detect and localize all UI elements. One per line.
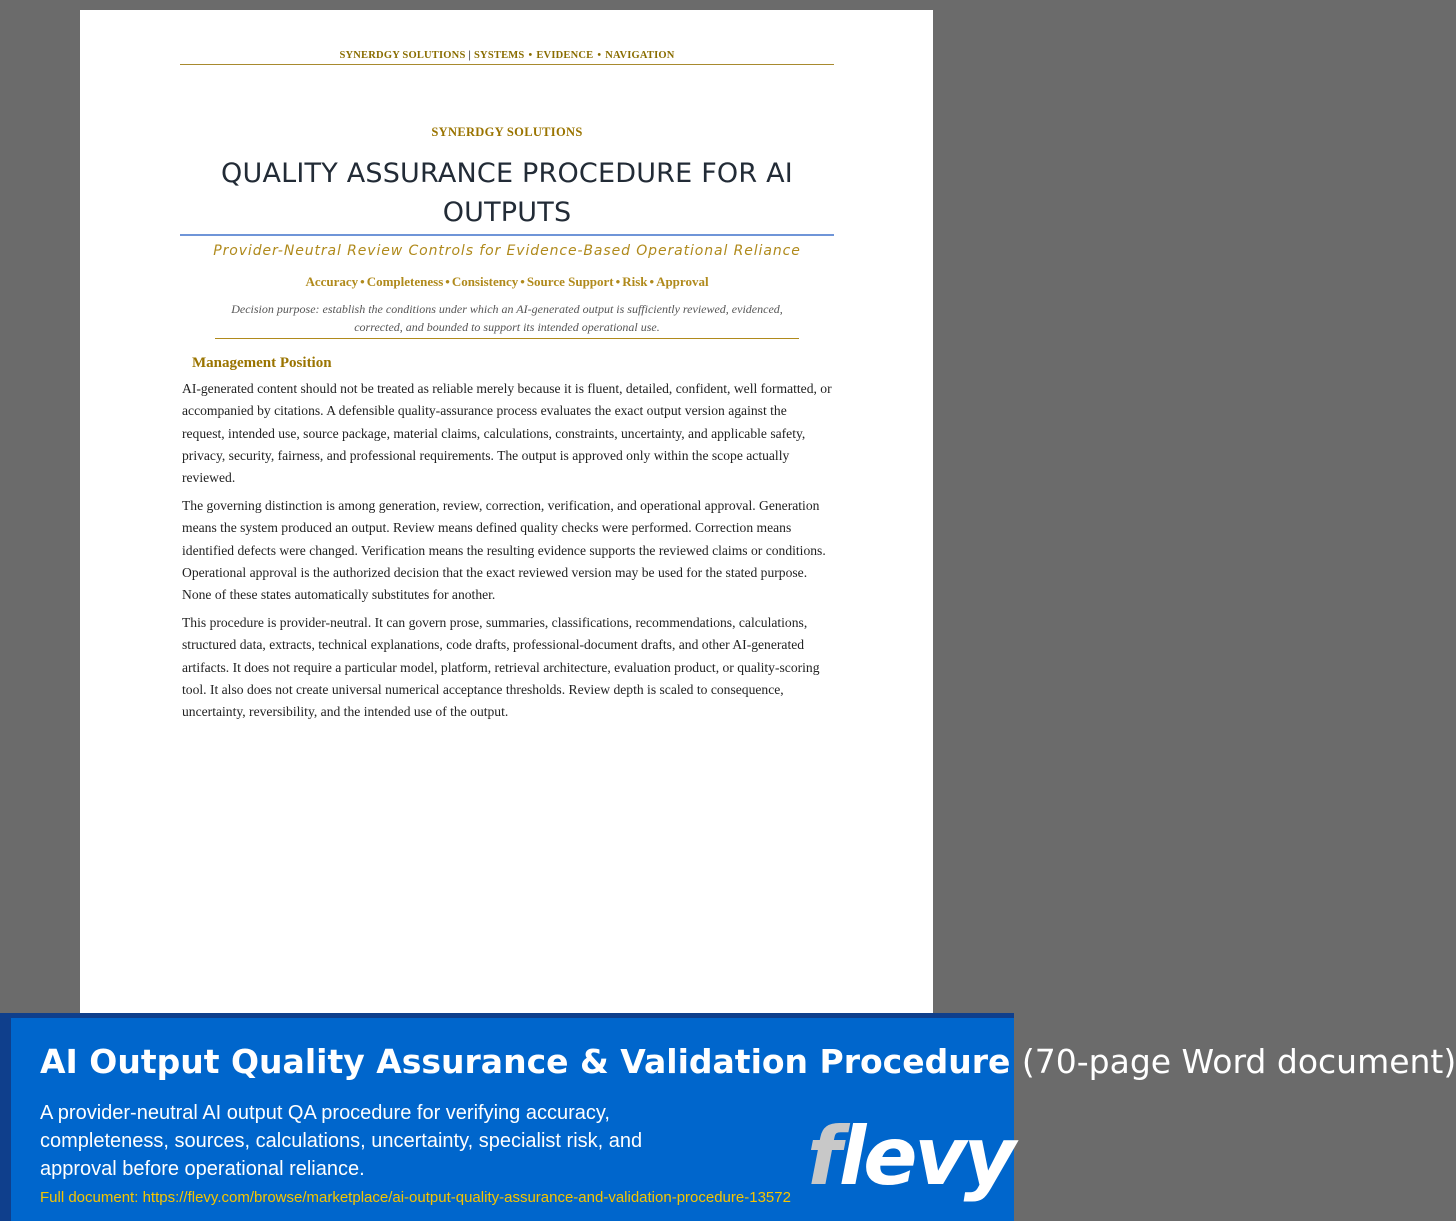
nav-navigation[interactable]: NAVIGATION xyxy=(605,50,675,61)
decision-purpose: Decision purpose: establish the conditions under which an AI-generated output is sufficiently reviewed, evidenced, corrected, and bounded to support its intended operational use. xyxy=(231,302,783,334)
nav-evidence[interactable]: EVIDENCE xyxy=(536,50,594,61)
body-text xyxy=(182,378,832,729)
pillar: Completeness xyxy=(366,274,444,289)
pillar: Approval xyxy=(656,274,709,289)
pillar: Consistency xyxy=(451,274,519,289)
flevy-logo[interactable]: flevy xyxy=(807,1110,1013,1203)
section-heading: Management Position xyxy=(192,355,332,371)
header-divider xyxy=(180,64,834,65)
nav-systems[interactable]: SYSTEMS xyxy=(474,50,525,61)
pillar: Risk xyxy=(622,274,648,289)
document-page xyxy=(80,10,933,1015)
document-link[interactable]: https://flevy.com/browse/marketplace/ai-output-quality-assurance-and-validation-procedure-13572 xyxy=(142,1189,791,1206)
pillars-line: Accuracy • Completeness • Consistency • Source Support • Risk • Approval xyxy=(305,274,709,289)
banner-link-line xyxy=(40,1189,791,1206)
paragraph: This procedure is provider-neutral. It can govern prose, summaries, classifications, recommendations, calculations, structured data, extracts, technical explanations, code drafts, professional-document drafts, and other AI-generated artifacts. It does not require a particular model, platform, retrieval architecture, evaluation product, or quality-scoring tool. It also does not create universal numerical acceptance thresholds. Review depth is scaled to consequence, uncertainty, reversibility, and the intended use of the output. xyxy=(182,614,820,720)
paragraph: AI-generated content should not be treated as reliable merely because it is fluent, detailed, confident, well formatted, or accompanied by citations. A defensible quality-assurance process evaluates the exact output version against the request, intended use, source package, material claims, calculations, constraints, uncertainty, and applicable safety, privacy, security, fairness, and professional requirements. The output is approved only within the scope actually reviewed. xyxy=(182,381,832,486)
pillar: Accuracy xyxy=(305,274,359,289)
purpose-divider xyxy=(215,338,799,339)
org-label: SYNERDGY SOLUTIONS xyxy=(431,125,583,139)
banner-title-suffix: (70-page Word document) xyxy=(1021,1042,1456,1081)
header-org: SYNERDGY SOLUTIONS xyxy=(339,50,466,61)
banner-description: A provider-neutral AI output QA procedure for verifying accuracy, completeness, sources, calculations, uncertainty, specialist risk, and approval before operational reliance. xyxy=(40,1102,643,1180)
document-title: QUALITY ASSURANCE PROCEDURE FOR AI OUTPUTS xyxy=(221,158,793,228)
banner-title: AI Output Quality Assurance & Validation Procedure (70-page Word document) xyxy=(40,1042,1456,1081)
banner-link-label: Full document: xyxy=(40,1189,139,1206)
paragraph: The governing distinction is among generation, review, correction, verification, and operational approval. Generation means the system produced an output. Review means defined quality checks were performed. Correction means identified defects were changed. Verification means the resulting evidence supports the reviewed claims or conditions. Operational approval is the authorized decision that the exact reviewed version may be used for the stated purpose. None of these states automatically substitutes for another. xyxy=(182,497,826,603)
promo-banner xyxy=(0,1013,1456,1221)
pillar: Source Support xyxy=(526,274,614,289)
header-nav: SYNERDGY SOLUTIONS | SYSTEMS • EVIDENCE • NAVIGATION xyxy=(339,50,675,61)
document-subtitle: Provider-Neutral Review Controls for Evidence-Based Operational Reliance xyxy=(213,243,801,259)
title-divider xyxy=(180,234,834,236)
